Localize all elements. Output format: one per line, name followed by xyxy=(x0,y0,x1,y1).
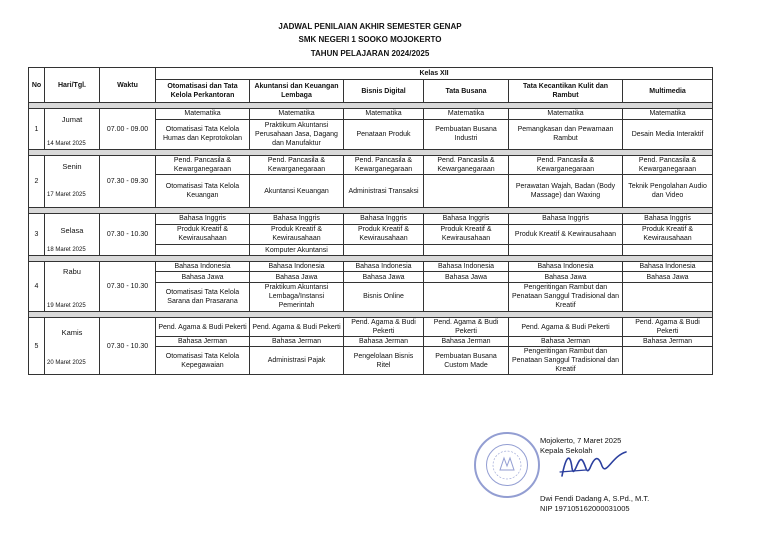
subject-cell: Produk Kreatif & Kewirausahaan xyxy=(509,224,623,244)
subject-cell: Pend. Agama & Budi Pekerti xyxy=(344,318,424,337)
day-name: Kamis xyxy=(61,328,83,337)
official-seal-icon xyxy=(474,432,540,498)
day-name: Jumat xyxy=(61,115,83,124)
table-row xyxy=(29,214,713,225)
signature-name: Dwi Fendi Dadang A, S.Pd., M.T. xyxy=(540,494,650,503)
subject-cell: Pend. Agama & Budi Pekerti xyxy=(623,318,713,337)
subject-cell xyxy=(509,245,623,256)
subject-cell: Bahasa Inggris xyxy=(509,214,623,225)
subject-cell: Pend. Agama & Budi Pekerti xyxy=(156,318,250,337)
subject-cell: Praktikum Akuntansi Lembaga/Instansi Pemerintah xyxy=(250,282,344,311)
signature-place-date: Mojokerto, 7 Maret 2025 xyxy=(540,436,622,445)
col-header-time: Waktu xyxy=(100,68,156,103)
subject-cell: Bahasa Jawa xyxy=(344,272,424,282)
subject-cell: Bahasa Jerman xyxy=(344,337,424,347)
table-row xyxy=(29,156,713,175)
day-date: 18 Maret 2025 xyxy=(47,247,86,253)
header-row-group xyxy=(29,68,713,80)
subject-cell: Administrasi Transaksi xyxy=(344,175,424,208)
day-name: Selasa xyxy=(60,226,84,235)
subject-cell: Bahasa Inggris xyxy=(623,214,713,225)
col-header-class-group: Kelas XII xyxy=(156,68,713,80)
subject-cell: Matematika xyxy=(623,109,713,120)
col-header-program: Tata Busana xyxy=(424,80,509,103)
subject-cell: Pend. Pancasila & Kewarganegaraan xyxy=(250,156,344,175)
subject-cell: Bisnis Online xyxy=(344,282,424,311)
col-header-no: No xyxy=(29,68,45,103)
subject-cell: Pengelolaan Bisnis Ritel xyxy=(344,347,424,375)
handwritten-signature-icon xyxy=(556,446,630,482)
subject-cell xyxy=(623,282,713,311)
col-header-day: Hari/Tgl. xyxy=(45,68,100,103)
time-slot: 07.30 - 10.30 xyxy=(100,214,156,256)
table-row xyxy=(29,109,713,120)
subject-cell xyxy=(623,347,713,375)
subject-cell xyxy=(424,175,509,208)
col-header-program: Otomatisasi dan Tata Kelola Perkantoran xyxy=(156,80,250,103)
subject-cell: Pemangkasan dan Pewarnaan Rambut xyxy=(509,119,623,149)
subject-cell: Pend. Pancasila & Kewarganegaraan xyxy=(623,156,713,175)
subject-cell: Administrasi Pajak xyxy=(250,347,344,375)
subject-cell: Otomatisasi Tata Kelola Humas dan Keprotokolan xyxy=(156,119,250,149)
subject-cell: Matematika xyxy=(156,109,250,120)
table-row xyxy=(29,318,713,337)
subject-cell: Bahasa Indonesia xyxy=(623,262,713,272)
document-title: JADWAL PENILAIAN AKHIR SEMESTER GENAP xyxy=(278,22,462,31)
table-row xyxy=(29,262,713,272)
subject-cell: Bahasa Jawa xyxy=(623,272,713,282)
time-slot: 07.30 - 10.30 xyxy=(100,318,156,375)
subject-cell: Bahasa Indonesia xyxy=(250,262,344,272)
time-slot: 07.30 - 10.30 xyxy=(100,262,156,312)
time-slot: 07.00 - 09.00 xyxy=(100,109,156,150)
school-name: SMK NEGERI 1 SOOKO MOJOKERTO xyxy=(298,35,442,44)
day-date: 19 Maret 2025 xyxy=(47,303,86,309)
signature-role: Kepala Sekolah xyxy=(540,446,593,455)
day-date: 17 Maret 2025 xyxy=(47,192,86,198)
subject-cell: Bahasa Jerman xyxy=(509,337,623,347)
subject-cell: Bahasa Indonesia xyxy=(156,262,250,272)
day-cell xyxy=(45,156,100,208)
subject-cell: Matematika xyxy=(344,109,424,120)
academic-year: TAHUN PELAJARAN 2024/2025 xyxy=(310,49,430,58)
col-header-program: Akuntansi dan Keuangan Lembaga xyxy=(250,80,344,103)
subject-cell: Bahasa Inggris xyxy=(250,214,344,225)
subject-cell: Bahasa Jawa xyxy=(250,272,344,282)
exam-schedule-table xyxy=(28,67,713,375)
subject-cell: Teknik Pengolahan Audio dan Video xyxy=(623,175,713,208)
col-header-program: Bisnis Digital xyxy=(344,80,424,103)
signature-nip: NIP 197105162000031005 xyxy=(540,504,630,513)
subject-cell xyxy=(623,245,713,256)
day-number: 3 xyxy=(29,214,45,256)
subject-cell: Bahasa Jawa xyxy=(509,272,623,282)
subject-cell: Akuntansi Keuangan xyxy=(250,175,344,208)
subject-cell: Produk Kreatif & Kewirausahaan xyxy=(623,224,713,244)
subject-cell: Pend. Pancasila & Kewarganegaraan xyxy=(156,156,250,175)
subject-cell: Pengeritingan Rambut dan Penataan Sanggul Tradisional dan Kreatif xyxy=(509,282,623,311)
subject-cell: Produk Kreatif & Kewirausahaan xyxy=(344,224,424,244)
subject-cell xyxy=(156,245,250,256)
subject-cell: Otomatisasi Tata Kelola Kepegawaian xyxy=(156,347,250,375)
subject-cell: Bahasa Inggris xyxy=(424,214,509,225)
day-number: 4 xyxy=(29,262,45,312)
subject-cell: Komputer Akuntansi xyxy=(250,245,344,256)
subject-cell: Bahasa Jawa xyxy=(424,272,509,282)
subject-cell: Produk Kreatif & Kewirausahaan xyxy=(424,224,509,244)
subject-cell: Matematika xyxy=(250,109,344,120)
subject-cell: Bahasa Jawa xyxy=(156,272,250,282)
day-cell xyxy=(45,214,100,256)
day-name: Rabu xyxy=(63,267,81,276)
subject-cell: Desain Media Interaktif xyxy=(623,119,713,149)
subject-cell: Praktikum Akuntansi Perusahaan Jasa, Dagang dan Manufaktur xyxy=(250,119,344,149)
day-cell xyxy=(45,262,100,312)
subject-cell: Bahasa Indonesia xyxy=(424,262,509,272)
subject-cell: Otomatisasi Tata Kelola Sarana dan Prasarana xyxy=(156,282,250,311)
subject-cell: Bahasa Jerman xyxy=(424,337,509,347)
subject-cell: Matematika xyxy=(424,109,509,120)
subject-cell: Pend. Agama & Budi Pekerti xyxy=(424,318,509,337)
subject-cell: Pengeritingan Rambut dan Penataan Sanggul Tradisional dan Kreatif xyxy=(509,347,623,375)
day-cell xyxy=(45,318,100,375)
subject-cell: Produk Kreatif & Kewirausahaan xyxy=(250,224,344,244)
subject-cell: Perawatan Wajah, Badan (Body Massage) dan Waxing xyxy=(509,175,623,208)
subject-cell: Pend. Pancasila & Kewarganegaraan xyxy=(344,156,424,175)
subject-cell: Penataan Produk xyxy=(344,119,424,149)
subject-cell: Bahasa Indonesia xyxy=(509,262,623,272)
col-header-program: Multimedia xyxy=(623,80,713,103)
time-slot: 07.30 - 09.30 xyxy=(100,156,156,208)
day-name: Senin xyxy=(62,162,82,171)
subject-cell: Produk Kreatif & Kewirausahaan xyxy=(156,224,250,244)
subject-cell: Bahasa Inggris xyxy=(156,214,250,225)
col-header-program: Tata Kecantikan Kulit dan Rambut xyxy=(509,80,623,103)
day-number: 1 xyxy=(29,109,45,150)
day-number: 2 xyxy=(29,156,45,208)
subject-cell: Otomatisasi Tata Kelola Keuangan xyxy=(156,175,250,208)
subject-cell: Pembuatan Busana Industri xyxy=(424,119,509,149)
subject-cell: Bahasa Jerman xyxy=(623,337,713,347)
subject-cell xyxy=(424,245,509,256)
subject-cell: Bahasa Inggris xyxy=(344,214,424,225)
day-number: 5 xyxy=(29,318,45,375)
subject-cell: Matematika xyxy=(509,109,623,120)
subject-cell: Pend. Agama & Budi Pekerti xyxy=(509,318,623,337)
day-cell xyxy=(45,109,100,150)
subject-cell: Pembuatan Busana Custom Made xyxy=(424,347,509,375)
day-date: 14 Maret 2025 xyxy=(47,141,86,147)
subject-cell xyxy=(424,282,509,311)
subject-cell: Pend. Pancasila & Kewarganegaraan xyxy=(424,156,509,175)
subject-cell: Bahasa Jerman xyxy=(156,337,250,347)
day-date: 20 Maret 2025 xyxy=(47,360,86,366)
subject-cell: Pend. Pancasila & Kewarganegaraan xyxy=(509,156,623,175)
subject-cell xyxy=(344,245,424,256)
subject-cell: Bahasa Indonesia xyxy=(344,262,424,272)
subject-cell: Bahasa Jerman xyxy=(250,337,344,347)
subject-cell: Pend. Agama & Budi Pekerti xyxy=(250,318,344,337)
